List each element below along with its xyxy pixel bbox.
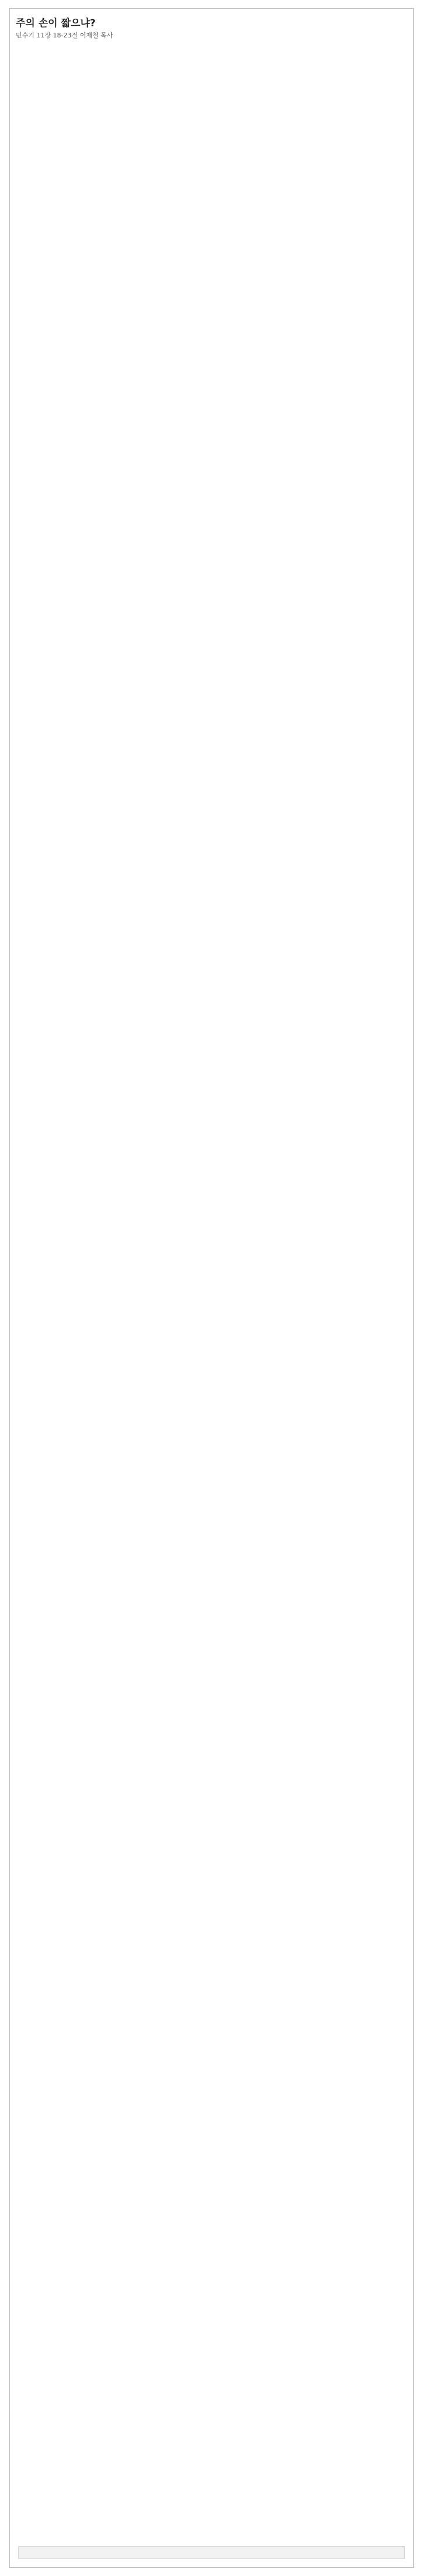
scripture-reference: 민수기 11장 18-23절 xyxy=(16,32,78,39)
sermon-title: 주의 손이 짧으냐? xyxy=(16,18,96,29)
footer-notice xyxy=(18,2546,405,2559)
sermon-content xyxy=(15,12,408,2563)
sermon-meta xyxy=(16,30,408,40)
sermon-page xyxy=(9,8,414,2568)
preacher-name: 이재철 목사 xyxy=(79,32,113,39)
